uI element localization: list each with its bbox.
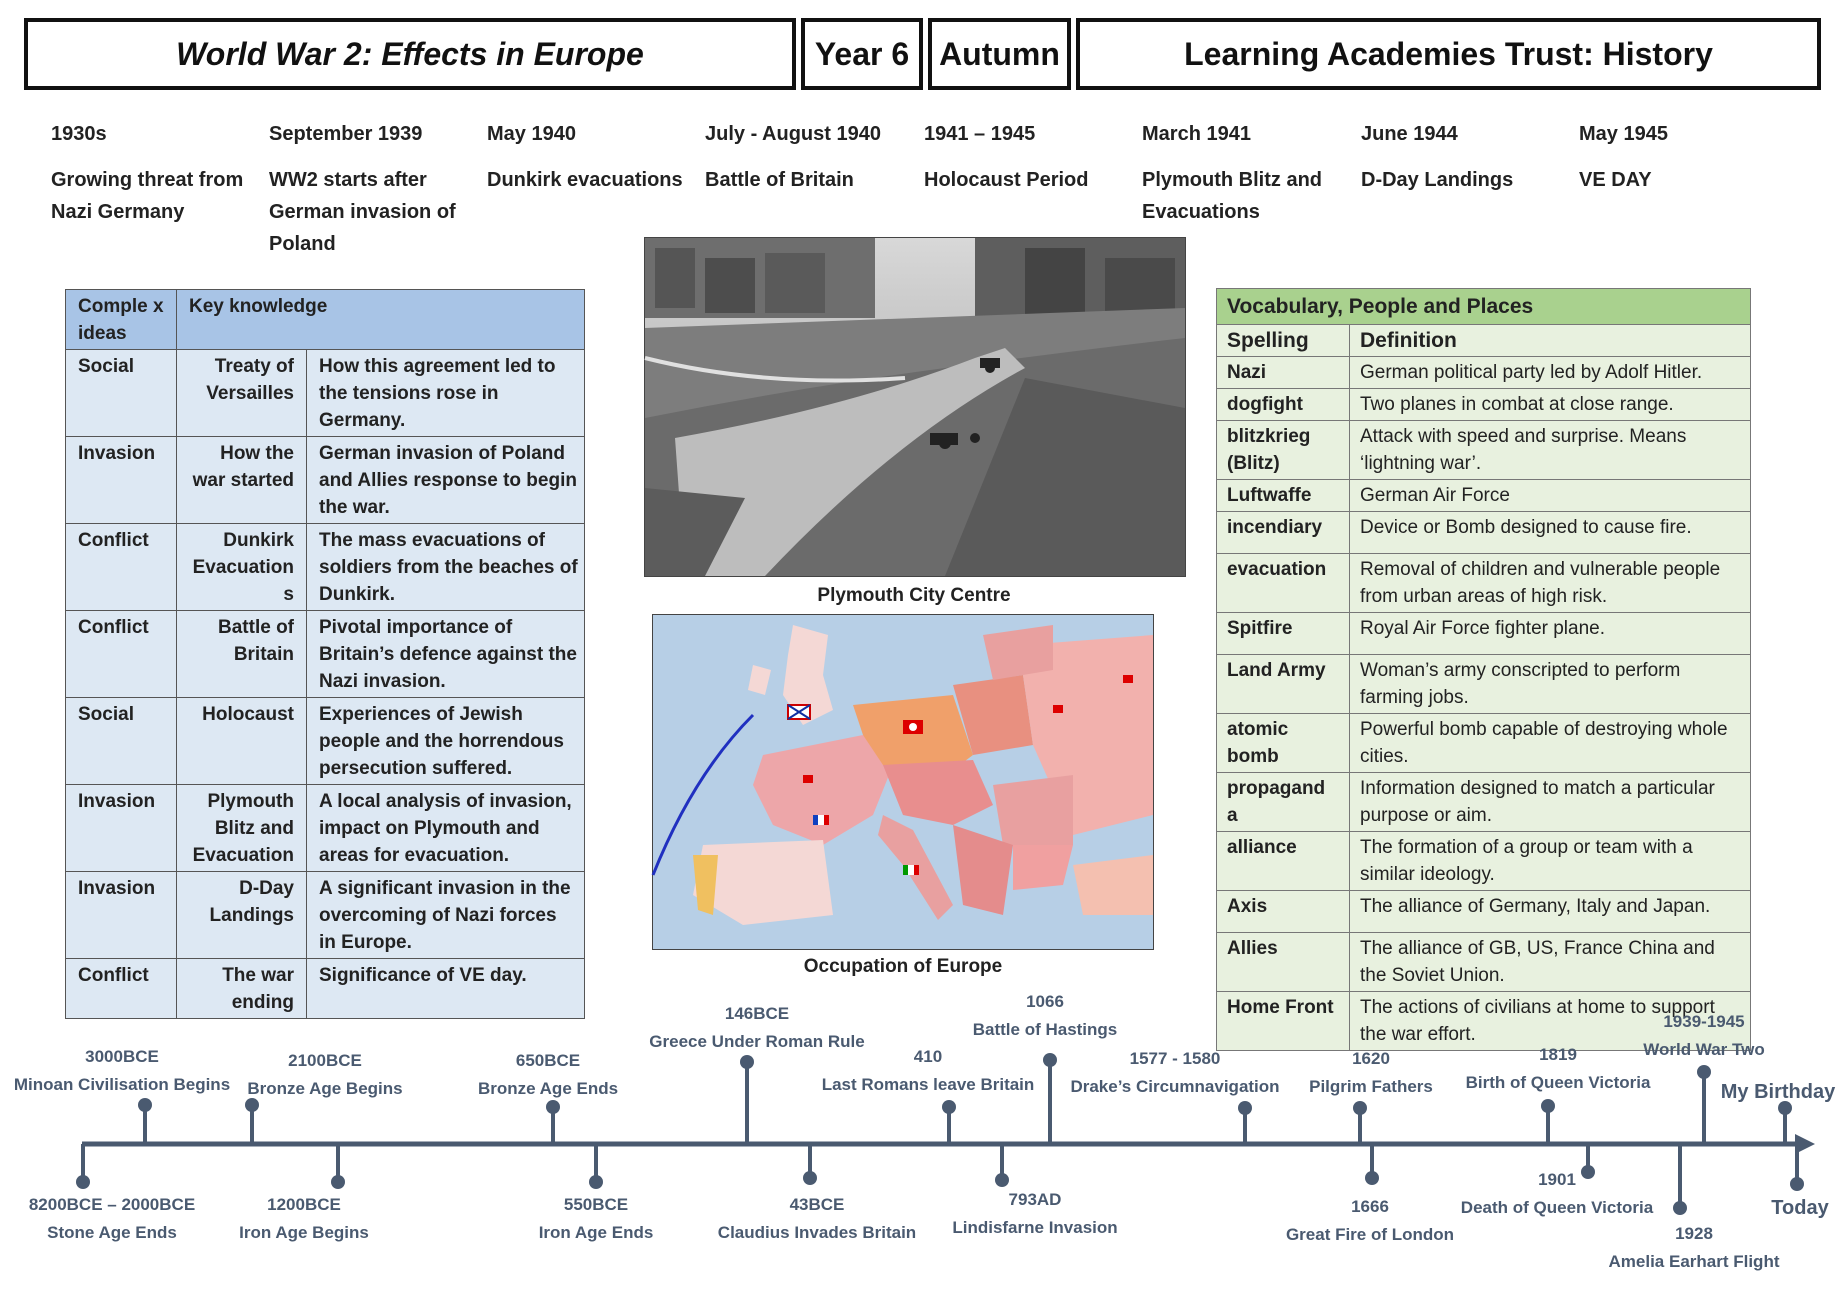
timeline-marker-icon [1043, 1053, 1057, 1067]
vocab-definition: Information designed to match a particular purpose or aim. [1350, 773, 1751, 832]
vocab-term: alliance [1217, 832, 1350, 891]
complex-ideas-header: Comple x ideas [66, 290, 177, 350]
timeline-marker-icon [589, 1175, 603, 1189]
spelling-header: Spelling [1217, 325, 1350, 357]
top-timeline-event: WW2 starts after German invasion of Poland [269, 169, 456, 255]
timeline-date: 1819 [1539, 1045, 1577, 1064]
topic-cell: The war ending [177, 959, 307, 1019]
timeline-event-below [952, 1186, 1117, 1242]
vocab-term: incendiary [1217, 512, 1350, 554]
idea-cell: Invasion [66, 872, 177, 959]
knowledge-cell: A significant invasion in the overcoming of Nazi forces in Europe. [307, 872, 585, 959]
timeline-event-above [478, 1047, 618, 1103]
top-timeline-date: June 1944 [1361, 123, 1458, 145]
timeline-date: 1666 [1351, 1197, 1389, 1216]
timeline-event-above [1466, 1041, 1651, 1097]
timeline-date: 8200BCE – 2000BCE [28, 1195, 196, 1214]
timeline-date: 146BCE [724, 1004, 790, 1023]
vocab-definition: Royal Air Force fighter plane. [1350, 613, 1751, 655]
vocab-term: Nazi [1217, 357, 1350, 389]
timeline-date: 550BCE [563, 1195, 629, 1214]
page-title-text: World War 2: Effects in Europe [176, 35, 644, 72]
timeline-marker-icon [1790, 1177, 1804, 1191]
timeline-event: Iron Age Ends [538, 1223, 654, 1242]
vocab-definition: The formation of a group or team with a similar ideology. [1350, 832, 1751, 891]
timeline-event-below [1771, 1194, 1828, 1222]
timeline-marker-icon [1238, 1101, 1252, 1115]
topic-cell: D-Day Landings [177, 872, 307, 959]
timeline-marker-icon [1541, 1099, 1555, 1113]
key-knowledge-header: Key knowledge [177, 290, 585, 350]
topic-cell: How the war started [177, 437, 307, 524]
top-timeline-date: September 1939 [269, 123, 423, 145]
timeline-date: 2100BCE [288, 1051, 362, 1070]
timeline-event: Iron Age Begins [239, 1223, 369, 1242]
timeline-date: 1620 [1352, 1049, 1390, 1068]
timeline-event: Minoan Civilisation Begins [13, 1075, 231, 1094]
timeline-event: Bronze Age Ends [477, 1079, 619, 1098]
vocab-definition: Powerful bomb capable of destroying whole cities. [1350, 714, 1751, 773]
timeline-event-above [1721, 1078, 1835, 1106]
year-text: Year 6 [814, 35, 910, 72]
knowledge-cell: How this agreement led to the tensions rose in Germany. [307, 350, 585, 437]
timeline-tick [745, 1062, 749, 1144]
vocab-definition: The alliance of GB, US, France China and the Soviet Union. [1350, 933, 1751, 992]
timeline-date: 1939-1945 [1663, 1012, 1745, 1031]
top-timeline-date: July - August 1940 [705, 123, 881, 145]
idea-cell: Social [66, 350, 177, 437]
timeline-event-above [822, 1043, 1035, 1099]
timeline-marker-icon [76, 1175, 90, 1189]
timeline-event-above [1070, 1045, 1279, 1101]
vocab-term: atomic bomb [1217, 714, 1350, 773]
knowledge-cell: Pivotal importance of Britain’s defence against the Nazi invasion. [307, 611, 585, 698]
timeline-event: Stone Age Ends [47, 1223, 177, 1242]
top-timeline-date: 1930s [51, 123, 107, 145]
timeline-event-below [1286, 1193, 1454, 1249]
vocab-definition: Removal of children and vulnerable people from urban areas of high risk. [1350, 554, 1751, 613]
timeline-event-above [1309, 1045, 1433, 1101]
timeline-event: Amelia Earhart Flight [1608, 1252, 1780, 1271]
timeline-date: 1066 [1026, 992, 1064, 1011]
trust-text: Learning Academies Trust: History [1184, 35, 1713, 72]
timeline-date: 793AD [1008, 1190, 1062, 1209]
vocab-definition: German political party led by Adolf Hitler. [1350, 357, 1751, 389]
vocab-definition: Device or Bomb designed to cause fire. [1350, 512, 1751, 554]
timeline-event: Today [1771, 1197, 1829, 1219]
timeline-marker-icon [1365, 1171, 1379, 1185]
timeline-marker-icon [1673, 1201, 1687, 1215]
vocab-term: Luftwaffe [1217, 480, 1350, 512]
photo-caption: Plymouth City Centre [817, 585, 1011, 606]
map-caption: Occupation of Europe [803, 956, 1003, 977]
timeline-event: Greece Under Roman Rule [649, 1032, 865, 1051]
timeline-event-below [1609, 1220, 1780, 1276]
top-timeline-date: March 1941 [1142, 123, 1251, 145]
vocab-definition: The actions of civilians at home to support the war effort. [1350, 992, 1751, 1051]
knowledge-cell: Significance of VE day. [307, 959, 585, 1019]
timeline-date: 1200BCE [267, 1195, 341, 1214]
top-timeline-event: Dunkirk evacuations [487, 169, 683, 191]
top-timeline-event: Plymouth Blitz and Evacuations [1142, 169, 1322, 223]
timeline-date: 1577 - 1580 [1129, 1049, 1221, 1068]
top-timeline-date: 1941 – 1945 [924, 123, 1036, 145]
timeline-marker-icon [995, 1173, 1009, 1187]
timeline-event-below [1461, 1166, 1653, 1222]
timeline-event: Drake’s Circumnavigation [1070, 1077, 1280, 1096]
vocab-definition: German Air Force [1350, 480, 1751, 512]
idea-cell: Conflict [66, 524, 177, 611]
knowledge-cell: The mass evacuations of soldiers from the beaches of Dunkirk. [307, 524, 585, 611]
timeline-tick [1702, 1072, 1706, 1144]
timeline-event: Lindisfarne Invasion [952, 1218, 1118, 1237]
timeline-date: 1928 [1675, 1224, 1713, 1243]
top-timeline-date: May 1945 [1579, 123, 1668, 145]
top-timeline-event: Holocaust Period [924, 169, 1089, 191]
vocab-term: dogfight [1217, 389, 1350, 421]
timeline-marker-icon [1353, 1101, 1367, 1115]
knowledge-cell: Experiences of Jewish people and the horrendous persecution suffered. [307, 698, 585, 785]
timeline-event-below [29, 1191, 195, 1247]
idea-cell: Invasion [66, 437, 177, 524]
top-timeline-event: D-Day Landings [1361, 169, 1514, 191]
timeline-event: Death of Queen Victoria [1460, 1198, 1654, 1217]
timeline-date: 650BCE [515, 1051, 581, 1070]
timeline-event: World War Two [1643, 1040, 1765, 1059]
timeline-marker-icon [803, 1171, 817, 1185]
vocab-term: blitzkrieg (Blitz) [1217, 421, 1350, 480]
vocab-title: Vocabulary, People and Places [1217, 289, 1751, 325]
vocab-term: evacuation [1217, 554, 1350, 613]
timeline-event-below [718, 1191, 916, 1247]
knowledge-cell: German invasion of Poland and Allies response to begin the war. [307, 437, 585, 524]
timeline-event: Great Fire of London [1285, 1225, 1455, 1244]
timeline-event: Birth of Queen Victoria [1465, 1073, 1651, 1092]
vocab-term: Land Army [1217, 655, 1350, 714]
top-timeline-event: Growing threat from Nazi Germany [51, 169, 244, 223]
term-text: Autumn [939, 35, 1060, 72]
vocab-term: propagand a [1217, 773, 1350, 832]
top-timeline-event: VE DAY [1579, 169, 1652, 191]
timeline-date: 410 [913, 1047, 943, 1066]
timeline-event-below [539, 1191, 654, 1247]
timeline-marker-icon [942, 1100, 956, 1114]
timeline-tick [1678, 1144, 1682, 1208]
vocab-definition: Attack with speed and surprise. Means ‘lightning war’. [1350, 421, 1751, 480]
definition-header: Definition [1350, 325, 1751, 357]
vocab-term: Allies [1217, 933, 1350, 992]
topic-cell: Dunkirk Evacuation s [177, 524, 307, 611]
vocab-term: Home Front [1217, 992, 1350, 1051]
top-timeline-event: Battle of Britain [705, 169, 854, 191]
timeline-date: 3000BCE [85, 1047, 159, 1066]
vocab-definition: The alliance of Germany, Italy and Japan. [1350, 891, 1751, 933]
topic-cell: Holocaust [177, 698, 307, 785]
timeline-event: Bronze Age Begins [247, 1079, 403, 1098]
idea-cell: Conflict [66, 611, 177, 698]
idea-cell: Social [66, 698, 177, 785]
timeline-event: My Birthday [1720, 1081, 1836, 1103]
top-timeline-date: May 1940 [487, 123, 576, 145]
idea-cell: Invasion [66, 785, 177, 872]
vocab-definition: Woman’s army conscripted to perform farming jobs. [1350, 655, 1751, 714]
timeline-event: Claudius Invades Britain [717, 1223, 917, 1242]
topic-cell: Treaty of Versailles [177, 350, 307, 437]
vocab-definition: Two planes in combat at close range. [1350, 389, 1751, 421]
timeline-event-above [247, 1047, 402, 1103]
topic-cell: Battle of Britain [177, 611, 307, 698]
timeline-marker-icon [138, 1098, 152, 1112]
timeline-event-above [1643, 1008, 1765, 1064]
timeline-date: 43BCE [789, 1195, 845, 1214]
knowledge-cell: A local analysis of invasion, impact on Plymouth and areas for evacuation. [307, 785, 585, 872]
timeline-marker-icon [740, 1055, 754, 1069]
timeline-marker-icon [331, 1175, 345, 1189]
topic-cell: Plymouth Blitz and Evacuation [177, 785, 307, 872]
vocab-term: Spitfire [1217, 613, 1350, 655]
timeline-date: 1901 [1538, 1170, 1576, 1189]
vocab-term: Axis [1217, 891, 1350, 933]
timeline-event: Last Romans leave Britain [821, 1075, 1035, 1094]
timeline-event: Pilgrim Fathers [1309, 1077, 1433, 1096]
timeline-event-above [14, 1043, 230, 1099]
timeline-event: Battle of Hastings [972, 1020, 1118, 1039]
timeline-event-above [973, 988, 1118, 1044]
timeline-event-below [239, 1191, 369, 1247]
timeline-tick [1048, 1060, 1052, 1144]
timeline-marker-icon [1697, 1065, 1711, 1079]
idea-cell: Conflict [66, 959, 177, 1019]
